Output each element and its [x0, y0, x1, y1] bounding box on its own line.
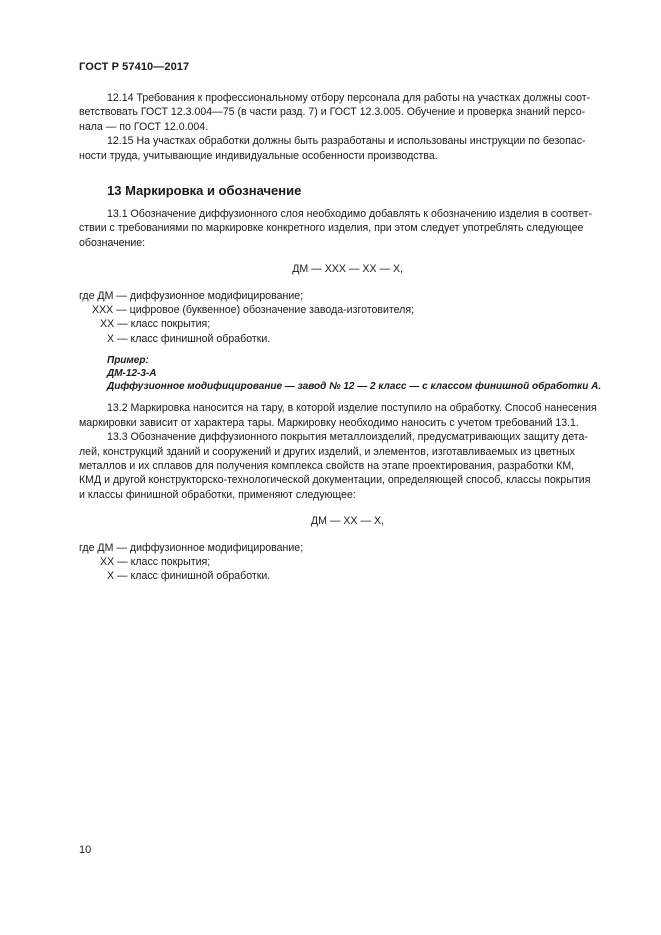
example-code: ДМ-12-3-А	[107, 368, 157, 380]
where-list-2	[79, 541, 615, 584]
paragraph-13-3	[79, 430, 615, 502]
example-label: Пример:	[107, 355, 149, 367]
text-line: обозначение:	[79, 236, 146, 249]
where-item: Х — класс финишной обработки.	[107, 332, 271, 345]
formula-1: ДМ — ХХХ — ХХ — Х,	[292, 263, 403, 276]
where-list-1	[79, 289, 615, 347]
text-line: 13.3 Обозначение диффузионного покрытия металлоизделий, предусматривающих защиту дета-	[107, 431, 588, 444]
paragraph-13-2	[79, 401, 615, 430]
example-block	[107, 354, 615, 393]
text-line: лей, конструкций зданий и сооружений и других изделий, и элементов, изготавливаемых из цветных	[79, 445, 575, 458]
text-line: ности труда, учитывающие индивидуальные особенности производства.	[79, 149, 438, 162]
where-item: Х — класс финишной обработки.	[107, 570, 271, 583]
paragraph-12-14	[79, 91, 615, 134]
formula-2: ДМ — ХХ — Х,	[310, 515, 384, 528]
text-line: 12.15 На участках обработки должны быть разработаны и использованы инструкции по безопас-	[107, 135, 586, 148]
paragraph-12-15	[79, 134, 615, 163]
where-item: ХХ — класс покрытия;	[100, 318, 211, 331]
where-item: ХХХ — цифровое (буквенное) обозначение завода-изготовителя;	[92, 304, 415, 317]
text-line: ветствовать ГОСТ 12.3.004—75 (в части разд. 7) и ГОСТ 12.3.005. Обучение и проверка знаний персо-	[79, 106, 586, 119]
where-item: где ДМ — диффузионное модифицирование;	[79, 541, 304, 554]
paragraph-13-1	[79, 207, 615, 250]
document-header: ГОСТ Р 57410—2017	[79, 61, 190, 73]
text-line: 12.14 Требования к профессиональному отбору персонала для работы на участках должны соот-	[107, 92, 591, 104]
text-line: ствии с требованиями по маркировке конкретного изделия, при этом следует употреблять следующее	[79, 222, 584, 235]
where-item: ХХ — класс покрытия;	[100, 555, 211, 568]
text-line: 13.1 Обозначение диффузионного слоя необходимо добавлять к обозначению изделия в соответ-	[107, 208, 593, 221]
text-line: 13.2 Маркировка наносится на тару, в которой изделие поступило на обработку. Способ нанесения	[107, 402, 597, 415]
text-line: металлов и их сплавов для получения комплекса свойств на этапе проектирования, разработки КМ,	[79, 459, 575, 472]
section-13-title: 13 Маркировка и обозначение	[107, 183, 302, 199]
where-item: где ДМ — диффузионное модифицирование;	[79, 289, 304, 302]
example-text: Диффузионное модифицирование — завод № 12 — 2 класс — с классом финишной обработки А.	[107, 381, 602, 393]
text-line: нала — по ГОСТ 12.0.004.	[79, 120, 209, 133]
document-body	[79, 91, 615, 584]
text-line: КМД и другой конструкторско-технологической документации, определяющей способ, классы покрытия	[79, 474, 591, 487]
text-line: маркировки зависит от характера тары. Маркировку необходимо наносить с учетом требований 13.1.	[79, 416, 579, 429]
text-line: и классы финишной обработки, применяют следующее:	[79, 488, 356, 501]
page-number: 10	[79, 844, 92, 856]
